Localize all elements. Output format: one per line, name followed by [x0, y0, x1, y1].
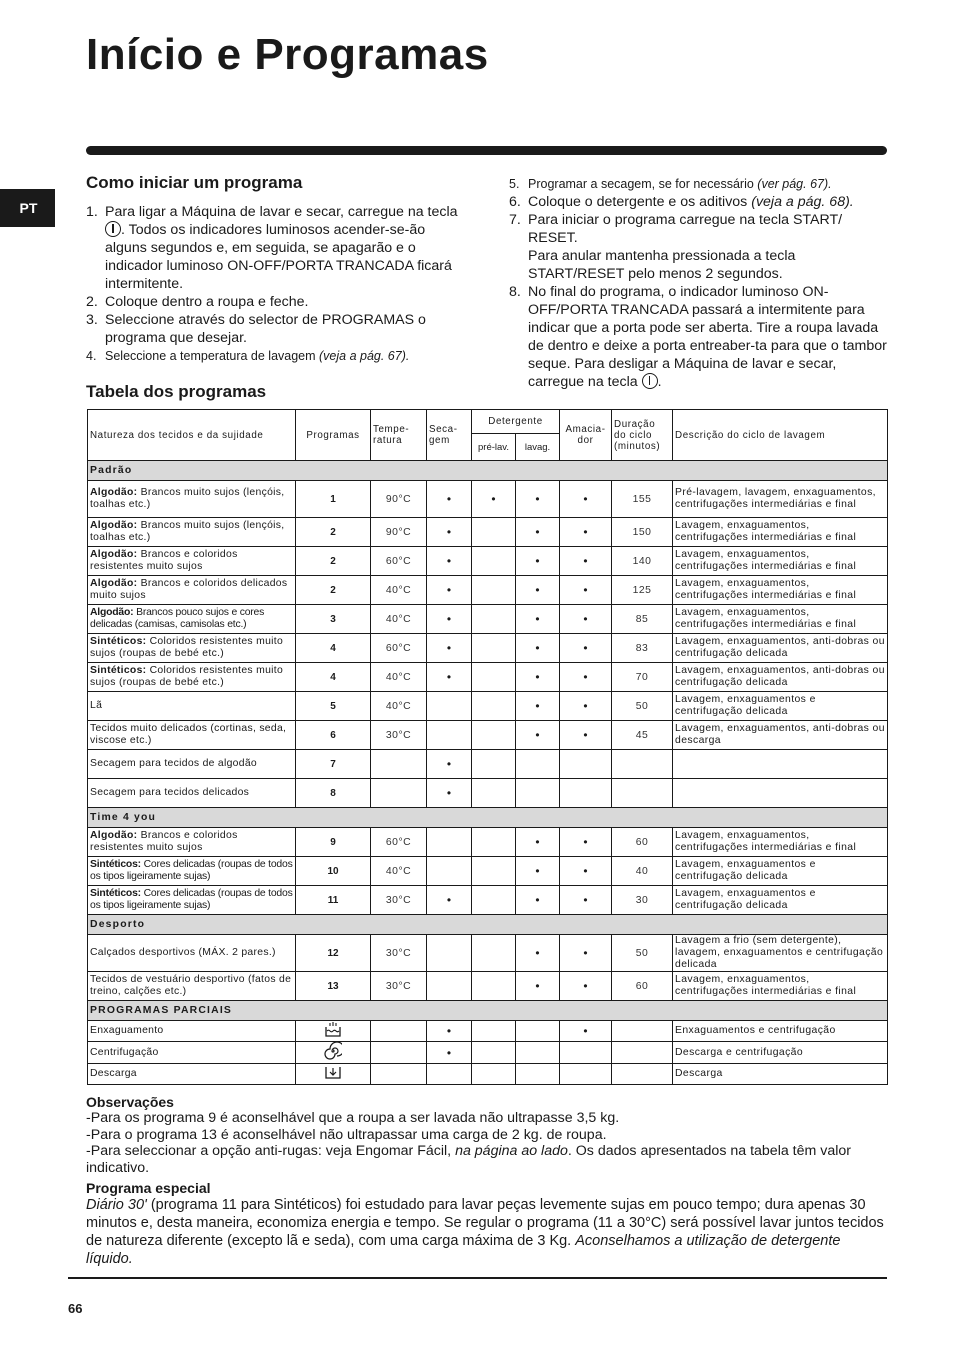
- observation-line: -Para o programa 13 é aconselhável não ultrapassar uma carga de 2 kg. de roupa.: [86, 1126, 607, 1143]
- description-cell: Lavagem, enxaguamentos, centrifugações intermediárias e final: [673, 576, 888, 605]
- header-duracao: Duração do ciclo (minutos): [612, 410, 673, 461]
- description-cell: Enxaguamentos e centrifugação: [673, 1021, 888, 1042]
- description-cell: [673, 779, 888, 808]
- program-number: 8: [296, 779, 371, 808]
- section-row: [88, 461, 888, 481]
- program-number: 13: [296, 972, 371, 1001]
- step-reference: (ver pág. 67).: [757, 177, 832, 191]
- drying-cell: [427, 828, 472, 857]
- program-number: 10: [296, 857, 371, 886]
- softener-cell: •: [560, 481, 612, 518]
- description-cell: Lavagem, enxaguamentos, anti-dobras ou centrifugação delicada: [673, 663, 888, 692]
- special-program-heading: Programa especial: [86, 1180, 211, 1196]
- prewash-cell: [472, 1021, 516, 1042]
- step-number: 5.: [509, 177, 520, 191]
- wash-cell: •: [516, 692, 560, 721]
- temperature-cell: [371, 1042, 427, 1064]
- fabric-description: Brancos e coloridos resistentes muito sujos: [90, 549, 238, 572]
- temperature-cell: 90°C: [371, 518, 427, 547]
- program-number: 5: [296, 692, 371, 721]
- fabric-description: Brancos pouco sujos e cores delicadas (camisas, camisolas etc.): [90, 607, 265, 630]
- description-cell: Descarga e centrifugação: [673, 1042, 888, 1064]
- softener-cell: •: [560, 935, 612, 972]
- drying-cell: •: [427, 576, 472, 605]
- duration-cell: [612, 1042, 673, 1064]
- duration-cell: 83: [612, 634, 673, 663]
- table-row: [88, 750, 888, 779]
- prewash-cell: [472, 721, 516, 750]
- power-button-icon: [105, 221, 121, 237]
- wash-cell: •: [516, 828, 560, 857]
- fabric-cell: [88, 1064, 296, 1085]
- special-program-name: Diário 30': [86, 1197, 147, 1213]
- fabric-description: Cores delicadas (roupas de todos os tipos ligeiramente sujas): [90, 888, 293, 911]
- description-cell: [673, 750, 888, 779]
- step-text: Seleccione através do selector de PROGRAMAS o programa que desejar.: [105, 312, 426, 346]
- step-number: 1.: [86, 204, 98, 220]
- program-number: 4: [296, 634, 371, 663]
- description-cell: Pré-lavagem, lavagem, enxaguamentos, centrifugações intermediárias e final: [673, 481, 888, 518]
- fabric-description: Coloridos resistentes muito sujos (roupas de bebé etc.): [90, 636, 284, 659]
- special-program-body: (programa 11 para Sintéticos) foi estudado para lavar peças levemente sujas em pouco tempo; dura apenas 30 minutos e, desta maneira, economiza energia e tempo. Se regular o programa (11 a 30°C) será possível lavar juntos tecidos de natureza diferente (excepto lã e seda), com uma carga máxima de 3 Kg.: [86, 1197, 884, 1249]
- header-temperatura: Tempe-ratura: [371, 410, 427, 461]
- temperature-cell: 40°C: [371, 663, 427, 692]
- page-title: Início e Programas: [86, 30, 489, 79]
- program-number: 9: [296, 828, 371, 857]
- step-text: Seleccione a temperatura de lavagem: [105, 349, 320, 363]
- program-number: 4: [296, 663, 371, 692]
- wash-cell: •: [516, 481, 560, 518]
- table-row: [88, 1042, 888, 1064]
- softener-cell: •: [560, 1021, 612, 1042]
- header-amaciador: Amacia-dor: [560, 410, 612, 461]
- temperature-cell: 90°C: [371, 481, 427, 518]
- step-5: [509, 175, 887, 193]
- fabric-description: Secagem para tecidos de algodão: [90, 758, 258, 769]
- step-reference: (veja a pág. 68).: [751, 194, 854, 210]
- table-row: [88, 972, 888, 1001]
- step-text: Para iniciar o programa carregue na tecla START/ RESET.: [528, 212, 843, 246]
- wash-cell: •: [516, 857, 560, 886]
- drain-icon: [324, 1064, 342, 1084]
- prewash-cell: [472, 750, 516, 779]
- fabric-cell: [88, 547, 296, 576]
- section-title: Desporto: [88, 915, 888, 935]
- fabric-description: Centrifugação: [90, 1046, 159, 1058]
- duration-cell: 60: [612, 828, 673, 857]
- wash-cell: •: [516, 634, 560, 663]
- fabric-type: Algodão:: [90, 549, 138, 560]
- drying-cell: •: [427, 663, 472, 692]
- wash-cell: [516, 1064, 560, 1085]
- duration-cell: 50: [612, 692, 673, 721]
- table-row: [88, 1021, 888, 1042]
- softener-cell: •: [560, 634, 612, 663]
- fabric-description: Tecidos de vestuário desportivo (fatos de treino, calções etc.): [90, 974, 292, 997]
- description-cell: Lavagem, enxaguamentos e centrifugação delicada: [673, 886, 888, 915]
- table-row: [88, 935, 888, 972]
- duration-cell: 40: [612, 857, 673, 886]
- section-title: Time 4 you: [88, 808, 888, 828]
- fabric-description: Brancos muito sujos (lençóis, toalhas etc.): [90, 487, 285, 510]
- prewash-cell: [472, 663, 516, 692]
- softener-cell: •: [560, 605, 612, 634]
- softener-cell: •: [560, 663, 612, 692]
- description-cell: Lavagem, enxaguamentos e centrifugação delicada: [673, 692, 888, 721]
- table-row: [88, 481, 888, 518]
- header-prelav: pré-lav.: [472, 434, 516, 461]
- table-row: [88, 576, 888, 605]
- temperature-cell: 30°C: [371, 935, 427, 972]
- steps-list-right: [509, 175, 887, 391]
- wash-cell: •: [516, 721, 560, 750]
- program-number: 2: [296, 576, 371, 605]
- temperature-cell: [371, 750, 427, 779]
- duration-cell: 85: [612, 605, 673, 634]
- steps-list-left: [86, 203, 464, 365]
- special-program-text: [86, 1196, 886, 1268]
- drying-cell: [427, 935, 472, 972]
- temperature-cell: 40°C: [371, 605, 427, 634]
- prewash-cell: [472, 1064, 516, 1085]
- step-6: [509, 193, 887, 211]
- fabric-description: Secagem para tecidos delicados: [90, 787, 250, 798]
- fabric-cell: [88, 721, 296, 750]
- step-2: [86, 293, 464, 311]
- duration-cell: 125: [612, 576, 673, 605]
- observation-line: [86, 1143, 886, 1176]
- fabric-cell: [88, 1042, 296, 1064]
- fabric-cell: [88, 779, 296, 808]
- fabric-description: Tecidos muito delicados (cortinas, seda, viscose etc.): [90, 723, 287, 746]
- fabric-cell: [88, 935, 296, 972]
- fabric-type: Sintéticos:: [90, 859, 141, 870]
- softener-cell: •: [560, 518, 612, 547]
- fabric-description: Cores delicadas (roupas de todos os tipos ligeiramente sujas): [90, 859, 293, 882]
- prewash-cell: [472, 779, 516, 808]
- table-row: [88, 663, 888, 692]
- softener-cell: [560, 1042, 612, 1064]
- step-text: Programar a secagem, se for necessário: [528, 177, 758, 191]
- duration-cell: 30: [612, 886, 673, 915]
- prewash-cell: [472, 857, 516, 886]
- prewash-cell: [472, 634, 516, 663]
- fabric-description: Enxaguamento: [90, 1025, 164, 1036]
- wash-cell: •: [516, 972, 560, 1001]
- table-row: [88, 547, 888, 576]
- temperature-cell: 60°C: [371, 634, 427, 663]
- observations-heading: Observações: [86, 1094, 174, 1110]
- table-row: [88, 886, 888, 915]
- table-row: [88, 857, 888, 886]
- program-number: 12: [296, 935, 371, 972]
- fabric-type: Algodão:: [90, 520, 138, 531]
- temperature-cell: 60°C: [371, 547, 427, 576]
- drying-cell: [427, 1064, 472, 1085]
- section-row: [88, 1001, 888, 1021]
- program-number: 1: [296, 481, 371, 518]
- prewash-cell: [472, 605, 516, 634]
- prewash-cell: [472, 972, 516, 1001]
- description-cell: Lavagem, enxaguamentos, centrifugações intermediárias e final: [673, 547, 888, 576]
- power-button-icon: [642, 373, 658, 389]
- header-lavag: lavag.: [516, 434, 560, 461]
- fabric-cell: [88, 828, 296, 857]
- temperature-cell: [371, 1021, 427, 1042]
- fabric-type: Sintéticos:: [90, 636, 147, 647]
- duration-cell: 70: [612, 663, 673, 692]
- wash-cell: [516, 1021, 560, 1042]
- step-4: [86, 347, 464, 365]
- program-icon-cell: [296, 1021, 371, 1042]
- step-text: Coloque dentro a roupa e feche.: [105, 294, 309, 310]
- duration-cell: 150: [612, 518, 673, 547]
- softener-cell: •: [560, 857, 612, 886]
- drying-cell: •: [427, 1021, 472, 1042]
- step-text: .: [657, 374, 662, 390]
- duration-cell: 155: [612, 481, 673, 518]
- step-number: 2.: [86, 294, 98, 310]
- drying-cell: [427, 721, 472, 750]
- fabric-type: Algodão:: [90, 487, 138, 498]
- fabric-cell: [88, 692, 296, 721]
- prewash-cell: [472, 1042, 516, 1064]
- table-row: [88, 828, 888, 857]
- drying-cell: •: [427, 547, 472, 576]
- fabric-cell: [88, 972, 296, 1001]
- fabric-cell: [88, 605, 296, 634]
- duration-cell: [612, 1064, 673, 1085]
- header-rule: [86, 146, 887, 155]
- temperature-cell: 30°C: [371, 972, 427, 1001]
- table-row: [88, 721, 888, 750]
- step-1: [86, 203, 464, 293]
- header-natureza: Natureza dos tecidos e da sujidade: [88, 410, 296, 461]
- duration-cell: 50: [612, 935, 673, 972]
- wash-cell: •: [516, 935, 560, 972]
- prewash-cell: [472, 518, 516, 547]
- description-cell: Lavagem, enxaguamentos, centrifugações intermediárias e final: [673, 828, 888, 857]
- fabric-cell: [88, 1021, 296, 1042]
- drying-cell: [427, 972, 472, 1001]
- section-title: Padrão: [88, 461, 888, 481]
- fabric-type: Sintéticos:: [90, 665, 147, 676]
- drying-cell: •: [427, 634, 472, 663]
- temperature-cell: [371, 1064, 427, 1085]
- table-row: [88, 605, 888, 634]
- wash-cell: •: [516, 518, 560, 547]
- description-cell: Lavagem a frio (sem detergente), lavagem, enxaguamentos e centrifugação delicada: [673, 935, 888, 972]
- header-detergente: Detergente: [472, 410, 560, 434]
- softener-cell: [560, 750, 612, 779]
- duration-cell: [612, 1021, 673, 1042]
- temperature-cell: 30°C: [371, 886, 427, 915]
- program-number: 7: [296, 750, 371, 779]
- language-tab: [0, 189, 55, 227]
- fabric-cell: [88, 518, 296, 547]
- fabric-description: Descarga: [90, 1068, 137, 1079]
- drying-cell: •: [427, 481, 472, 518]
- prewash-cell: [472, 576, 516, 605]
- temperature-cell: 60°C: [371, 828, 427, 857]
- program-icon-cell: [296, 1064, 371, 1085]
- spin-icon: [324, 1042, 342, 1063]
- fabric-cell: [88, 481, 296, 518]
- step-reference: (veja a pág. 67).: [319, 349, 410, 363]
- drying-cell: •: [427, 779, 472, 808]
- observation-text: -Para seleccionar a opção anti-rugas: veja Engomar Fácil,: [86, 1143, 456, 1159]
- fabric-type: Algodão:: [90, 830, 138, 841]
- section-row: [88, 915, 888, 935]
- prewash-cell: [472, 692, 516, 721]
- programs-table: [87, 409, 888, 1085]
- temperature-cell: 40°C: [371, 692, 427, 721]
- prewash-cell: [472, 828, 516, 857]
- description-cell: Lavagem, enxaguamentos, centrifugações intermediárias e final: [673, 518, 888, 547]
- fabric-cell: [88, 634, 296, 663]
- observation-reference: na página ao lado: [455, 1143, 568, 1159]
- duration-cell: 60: [612, 972, 673, 1001]
- fabric-cell: [88, 663, 296, 692]
- description-cell: Lavagem, enxaguamentos, anti-dobras ou centrifugação delicada: [673, 634, 888, 663]
- fabric-type: Sintéticos:: [90, 888, 141, 899]
- wash-cell: •: [516, 886, 560, 915]
- fabric-description: Lã: [90, 700, 103, 711]
- wash-cell: •: [516, 576, 560, 605]
- fabric-description: Brancos muito sujos (lençóis, toalhas etc.): [90, 520, 285, 543]
- wash-cell: •: [516, 605, 560, 634]
- softener-cell: •: [560, 576, 612, 605]
- drying-cell: [427, 692, 472, 721]
- table-row: [88, 1064, 888, 1085]
- table-row: [88, 518, 888, 547]
- step-text: . Todos os indicadores luminosos acender-se-ão alguns segundos e, em seguida, se apagarão e o indicador luminoso ON-OFF/PORTA TRANCADA ficará intermitente.: [105, 222, 452, 292]
- duration-cell: [612, 750, 673, 779]
- header-secagem: Seca-gem: [427, 410, 472, 461]
- step-number: 3.: [86, 312, 98, 328]
- program-number: 6: [296, 721, 371, 750]
- program-number: 2: [296, 518, 371, 547]
- step-text: Para anular mantenha pressionada a tecla START/RESET pelo menos 2 segundos.: [528, 248, 796, 282]
- fabric-type: Algodão:: [90, 607, 134, 618]
- softener-cell: •: [560, 828, 612, 857]
- softener-cell: •: [560, 547, 612, 576]
- step-3: [86, 311, 464, 347]
- description-cell: Lavagem, enxaguamentos, centrifugações intermediárias e final: [673, 972, 888, 1001]
- rinse-icon: [324, 1021, 342, 1041]
- fabric-cell: [88, 576, 296, 605]
- drying-cell: •: [427, 518, 472, 547]
- header-descricao: Descrição do ciclo de lavagem: [673, 410, 888, 461]
- observation-line: -Para os programa 9 é aconselhável que a roupa a ser lavada não ultrapasse 3,5 kg.: [86, 1110, 620, 1126]
- observation-text: . Os dados apresentados na tabela têm valor indicativo.: [86, 1143, 852, 1176]
- program-icon-cell: [296, 1042, 371, 1064]
- duration-cell: [612, 779, 673, 808]
- fabric-description: Coloridos resistentes muito sujos (roupas de bebé etc.): [90, 665, 284, 688]
- table-row: [88, 634, 888, 663]
- program-number: 11: [296, 886, 371, 915]
- table-row: [88, 692, 888, 721]
- description-cell: Descarga: [673, 1064, 888, 1085]
- section-title: PROGRAMAS PARCIAIS: [88, 1001, 888, 1021]
- step-7: [509, 211, 887, 283]
- drying-cell: •: [427, 605, 472, 634]
- fabric-description: Calçados desportivos (MÁX. 2 pares.): [90, 947, 276, 958]
- softener-cell: •: [560, 886, 612, 915]
- step-text: No final do programa, o indicador luminoso ON-OFF/PORTA TRANCADA passará a intermitente para indicar que a porta pode ser aberta. Tire a roupa lavada de dentro e deixe a porta entreaber-ta para que o tambor seque. Para desligar a Máquina de lavar e secar, carregue na tecla: [528, 284, 887, 390]
- fabric-type: Algodão:: [90, 578, 138, 589]
- section-heading-start: Como iniciar um programa: [86, 173, 303, 192]
- prewash-cell: •: [472, 481, 516, 518]
- softener-cell: [560, 1064, 612, 1085]
- page-number: 66: [68, 1301, 83, 1316]
- prewash-cell: [472, 935, 516, 972]
- duration-cell: 140: [612, 547, 673, 576]
- wash-cell: [516, 1042, 560, 1064]
- drying-cell: •: [427, 1042, 472, 1064]
- wash-cell: [516, 779, 560, 808]
- wash-cell: [516, 750, 560, 779]
- step-number: 4.: [86, 349, 97, 363]
- temperature-cell: 40°C: [371, 857, 427, 886]
- table-row: [88, 779, 888, 808]
- step-text: Coloque o detergente e os aditivos: [528, 194, 752, 210]
- temperature-cell: [371, 779, 427, 808]
- wash-cell: •: [516, 663, 560, 692]
- temperature-cell: 30°C: [371, 721, 427, 750]
- fabric-description: Brancos e coloridos delicados muito sujos: [90, 578, 288, 601]
- fabric-cell: [88, 857, 296, 886]
- prewash-cell: [472, 886, 516, 915]
- section-row: [88, 808, 888, 828]
- softener-cell: •: [560, 721, 612, 750]
- softener-cell: •: [560, 972, 612, 1001]
- section-heading-table: Tabela dos programas: [86, 382, 267, 401]
- description-cell: Lavagem, enxaguamentos, anti-dobras ou descarga: [673, 721, 888, 750]
- language-tab-label: PT: [19, 200, 38, 216]
- program-number: 3: [296, 605, 371, 634]
- duration-cell: 45: [612, 721, 673, 750]
- step-text: Para ligar a Máquina de lavar e secar, carregue na tecla: [105, 204, 458, 220]
- fabric-description: Brancos e coloridos resistentes muito sujos: [90, 830, 238, 853]
- step-number: 7.: [509, 212, 521, 228]
- description-cell: Lavagem, enxaguamentos e centrifugação delicada: [673, 857, 888, 886]
- prewash-cell: [472, 547, 516, 576]
- step-number: 8.: [509, 284, 521, 300]
- softener-cell: [560, 779, 612, 808]
- drying-cell: •: [427, 750, 472, 779]
- softener-cell: •: [560, 692, 612, 721]
- programs-table-body: [88, 461, 888, 1085]
- temperature-cell: 40°C: [371, 576, 427, 605]
- special-program-advice: Aconselhamos a utilização de detergente líquido.: [86, 1233, 841, 1267]
- description-cell: Lavagem, enxaguamentos, centrifugações intermediárias e final: [673, 605, 888, 634]
- observations-text: [86, 1110, 886, 1176]
- header-programas: Programas: [296, 410, 371, 461]
- drying-cell: [427, 857, 472, 886]
- step-8: [509, 283, 887, 391]
- fabric-cell: [88, 886, 296, 915]
- drying-cell: •: [427, 886, 472, 915]
- wash-cell: •: [516, 547, 560, 576]
- program-number: 2: [296, 547, 371, 576]
- fabric-cell: [88, 750, 296, 779]
- footer-rule: [68, 1277, 887, 1279]
- step-number: 6.: [509, 194, 521, 210]
